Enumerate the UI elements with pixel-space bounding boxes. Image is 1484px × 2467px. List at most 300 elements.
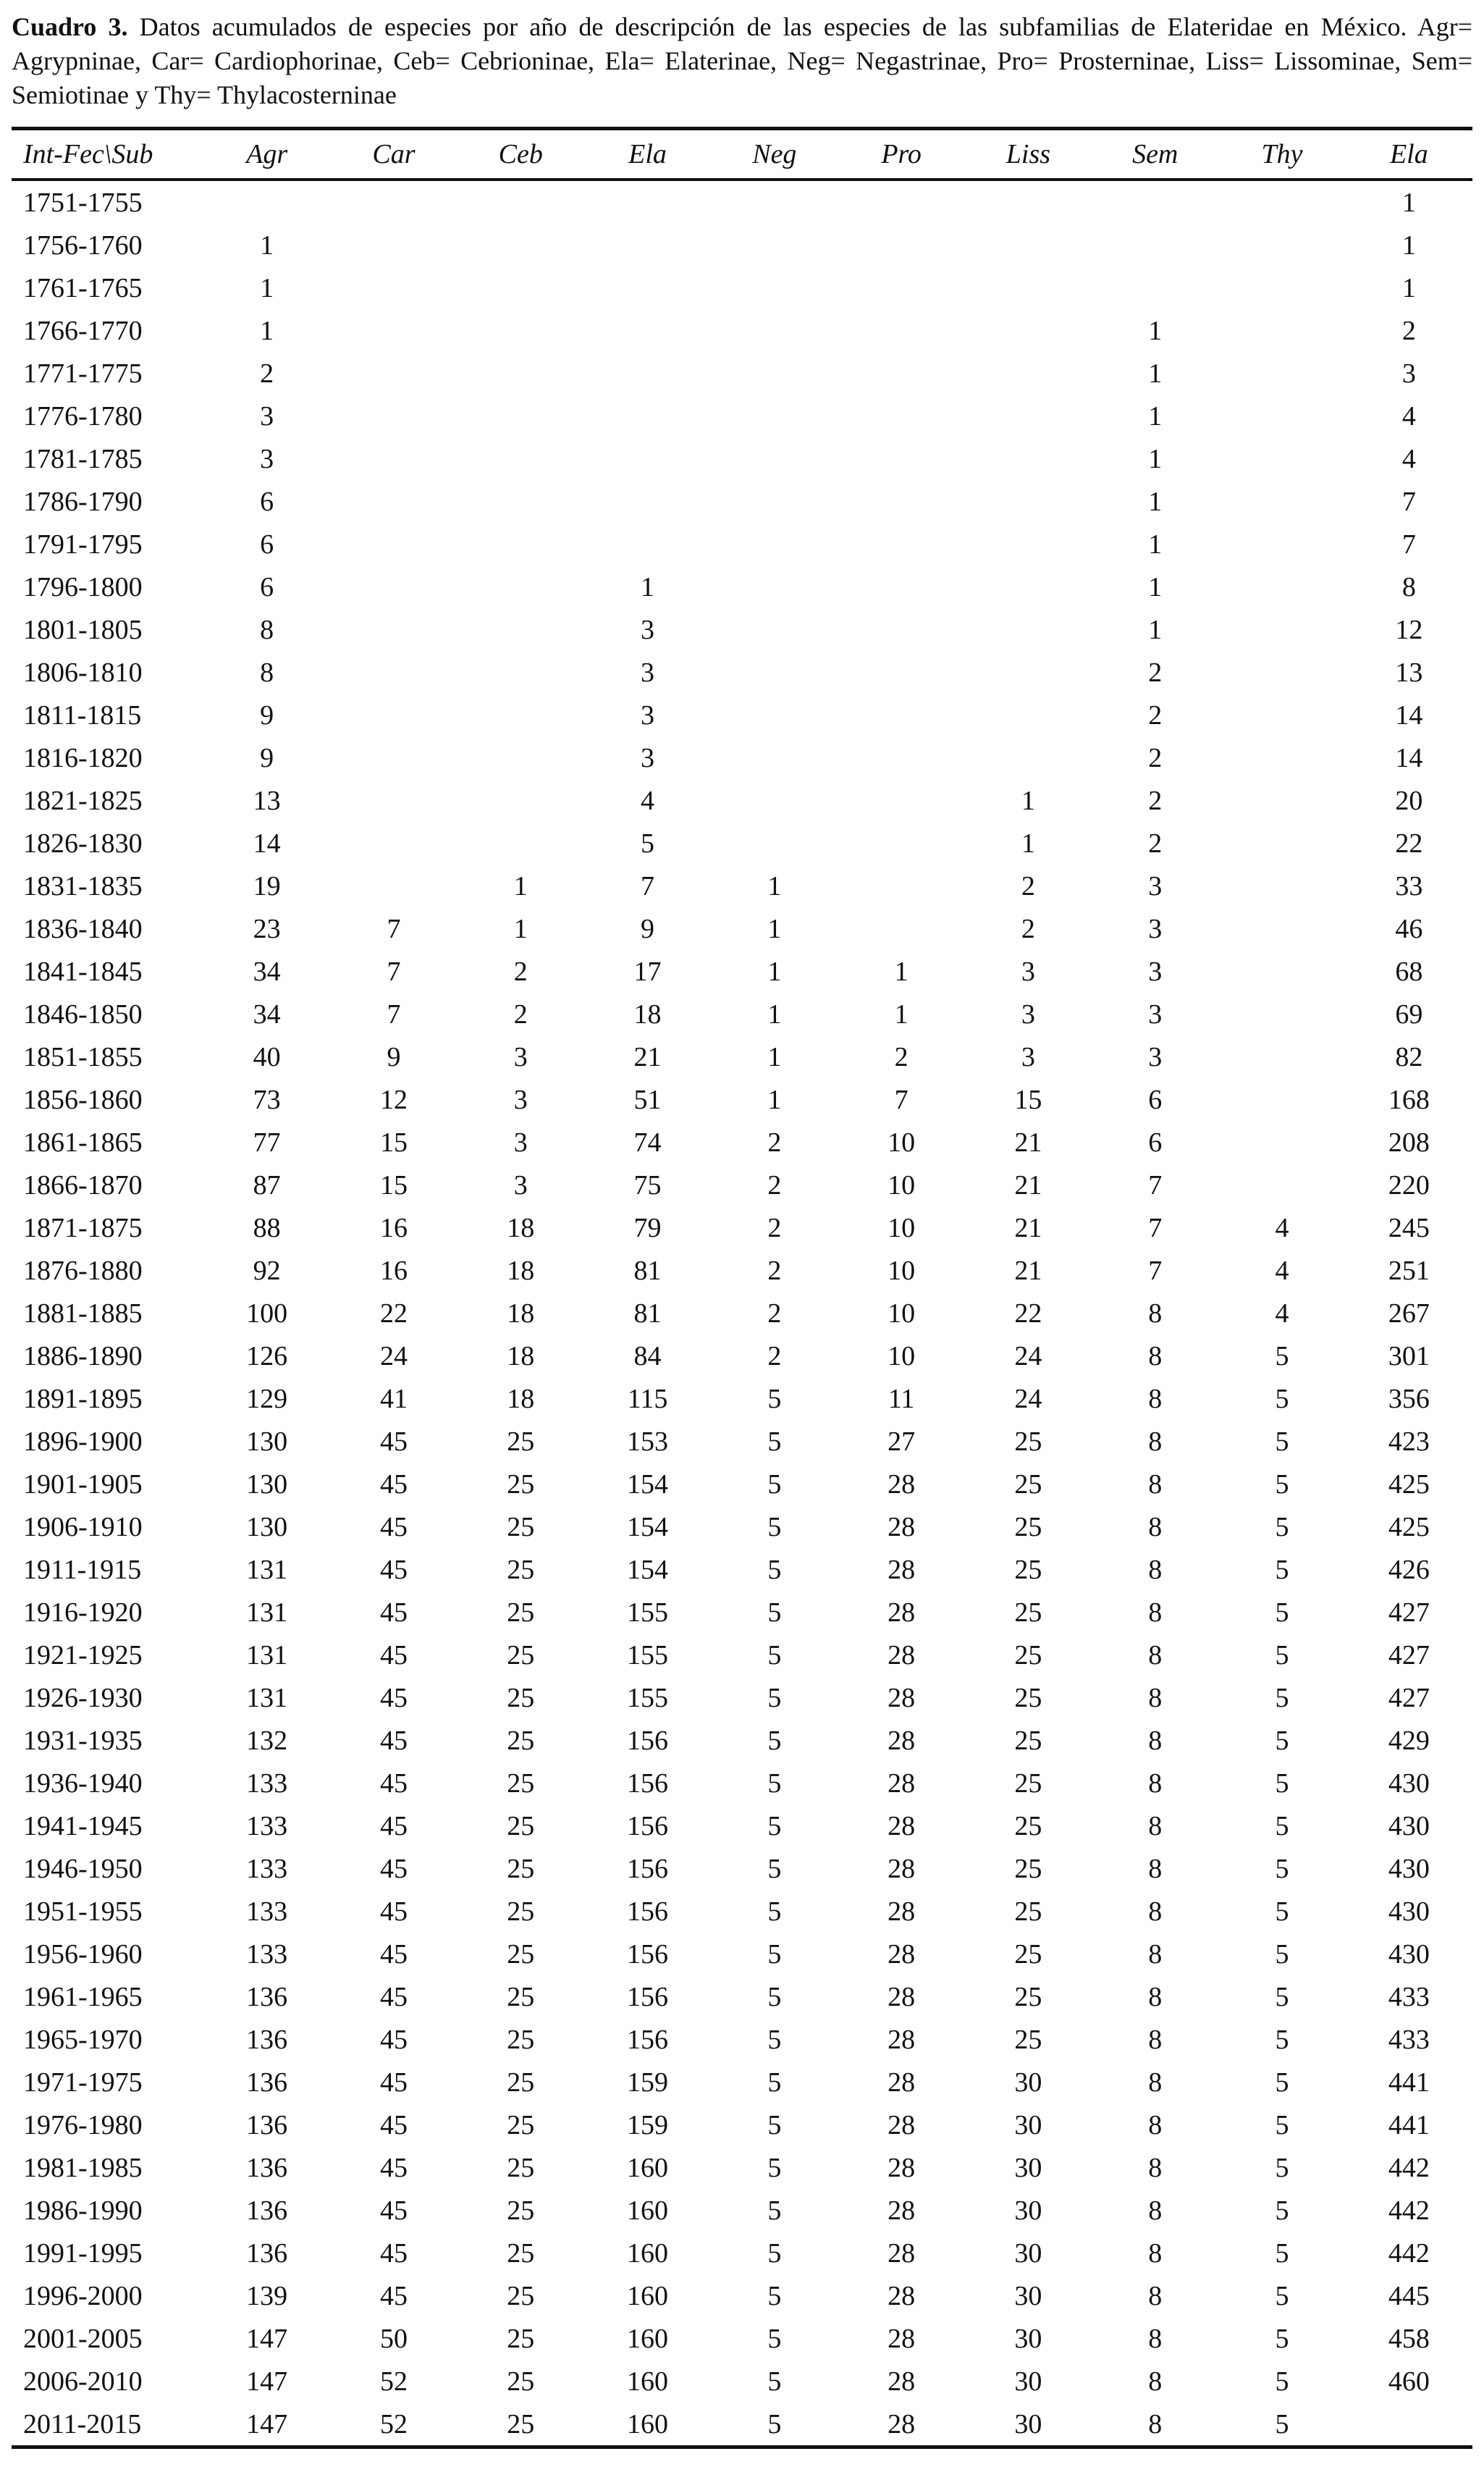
value-cell [711,566,838,608]
value-cell: 3 [1148,956,1163,987]
value-cell: 160 [627,2323,669,2354]
value-cell: 25 [1014,1639,1042,1670]
value-cell [584,352,711,395]
interval-cell: 1926-1930 [23,1682,143,1713]
value-cell [330,224,457,266]
value-cell: 136 [246,2152,288,2183]
column-header: Ceb [458,129,584,180]
value-cell [584,437,711,480]
value-cell: 5 [1275,1468,1289,1500]
value-cell: 52 [379,2408,408,2439]
table-row [12,1719,1472,1762]
value-cell [711,437,838,480]
interval-cell: 1791-1795 [23,529,143,560]
table-row [12,2061,1472,2104]
value-cell: 25 [1014,1426,1042,1457]
value-cell [1218,993,1345,1035]
value-cell: 430 [1388,1810,1430,1841]
value-cell: 21 [633,1041,662,1072]
value-cell: 25 [507,2366,535,2397]
value-cell: 5 [1275,2323,1289,2354]
value-cell: 25 [507,1511,535,1542]
value-cell [965,651,1092,694]
value-cell: 30 [1014,2195,1042,2226]
value-cell [584,266,711,309]
value-cell: 28 [888,1682,916,1713]
value-cell: 18 [507,1383,535,1414]
table-row [12,1420,1472,1463]
value-cell: 427 [1388,1597,1430,1628]
value-cell: 2 [1148,699,1163,731]
value-cell [458,694,584,736]
table-row [12,1933,1472,1975]
value-cell: 1 [767,999,782,1030]
value-cell: 52 [379,2366,408,2397]
value-cell: 18 [633,999,662,1030]
interval-cell: 1756-1760 [23,230,143,261]
value-cell: 2 [1148,785,1163,816]
value-cell: 9 [387,1041,401,1072]
value-cell: 5 [767,2408,782,2439]
value-cell [965,523,1092,566]
value-cell: 77 [253,1127,281,1158]
interval-cell: 1891-1895 [23,1383,143,1414]
value-cell: 28 [888,1938,916,1970]
table-row [12,822,1472,865]
value-cell: 5 [767,2366,782,2397]
value-cell: 126 [246,1340,288,1371]
interval-cell: 1801-1805 [23,614,143,645]
value-cell [330,437,457,480]
value-cell: 25 [507,2152,535,2183]
value-cell: 45 [379,1468,408,1500]
value-cell [1218,266,1345,309]
value-cell [1218,395,1345,437]
value-cell: 50 [379,2323,408,2354]
value-cell: 442 [1388,2237,1430,2269]
value-cell: 5 [1275,1853,1289,1884]
value-cell: 5 [767,1468,782,1500]
value-cell: 25 [1014,2024,1042,2055]
table-row [12,352,1472,395]
value-cell: 136 [246,2109,288,2140]
value-cell: 5 [767,1383,782,1414]
value-cell: 25 [1014,1682,1042,1713]
value-cell: 8 [1148,2323,1163,2354]
table-row [12,523,1472,566]
value-cell: 133 [246,1938,288,1970]
value-cell: 155 [627,1682,669,1713]
value-cell [1218,950,1345,993]
value-cell: 3 [1148,1041,1163,1072]
value-cell: 25 [1014,1853,1042,1884]
value-cell [965,395,1092,437]
value-cell: 2 [767,1255,782,1286]
value-cell: 4 [1275,1298,1289,1329]
column-header: Pro [838,129,964,180]
value-cell: 5 [1275,2366,1289,2397]
table-row [12,2317,1472,2360]
value-cell: 18 [507,1298,535,1329]
interval-cell: 1776-1780 [23,400,143,432]
value-cell [1218,608,1345,651]
interval-cell: 1936-1940 [23,1768,143,1799]
value-cell: 75 [633,1169,662,1201]
value-cell [584,395,711,437]
interval-cell: 1876-1880 [23,1255,143,1286]
value-cell: 5 [1275,2237,1289,2269]
value-cell: 8 [1148,2366,1163,2397]
value-cell: 45 [379,1768,408,1799]
value-cell [330,779,457,822]
value-cell: 10 [888,1255,916,1286]
table-row [12,2018,1472,2061]
value-cell: 136 [246,2067,288,2098]
value-cell: 130 [246,1468,288,1500]
interval-cell: 1871-1875 [23,1212,143,1243]
table-row [12,1035,1472,1078]
value-cell: 28 [888,1810,916,1841]
interval-cell: 1996-2000 [23,2280,143,2311]
value-cell: 160 [627,2280,669,2311]
interval-cell: 1851-1855 [23,1041,143,1072]
column-header: Sem [1092,129,1218,180]
value-cell: 153 [627,1426,669,1457]
value-cell: 5 [767,2067,782,2098]
value-cell: 3 [513,1169,528,1201]
value-cell [711,694,838,736]
caption-label: Cuadro 3. [12,12,128,41]
value-cell: 8 [1148,1554,1163,1585]
value-cell: 2 [767,1169,782,1201]
value-cell: 8 [1148,1938,1163,1970]
value-cell: 8 [1148,1383,1163,1414]
value-cell [1218,736,1345,779]
value-cell [1346,2403,1472,2447]
value-cell: 18 [507,1255,535,1286]
interval-cell: 2011-2015 [23,2408,142,2439]
table-row [12,1206,1472,1249]
value-cell: 23 [253,913,281,944]
column-header: Agr [203,129,330,180]
value-cell: 73 [253,1084,281,1115]
value-cell: 3 [1148,999,1163,1030]
value-cell [458,395,584,437]
value-cell: 147 [246,2408,288,2439]
value-cell: 5 [1275,1768,1289,1799]
value-cell: 2 [1021,870,1035,902]
value-cell: 9 [260,699,274,731]
value-cell: 16 [379,1255,408,1286]
value-cell [458,480,584,523]
table-row [12,1463,1472,1505]
interval-cell: 1901-1905 [23,1468,143,1500]
table-row [12,1634,1472,1676]
value-cell: 442 [1388,2152,1430,2183]
value-cell [330,523,457,566]
value-cell: 6 [260,486,274,517]
value-cell: 20 [1395,785,1423,816]
value-cell: 82 [1395,1041,1423,1072]
value-cell: 28 [888,1853,916,1884]
table-row [12,1890,1472,1933]
value-cell: 147 [246,2323,288,2354]
interval-cell: 1976-1980 [23,2109,143,2140]
value-cell: 445 [1388,2280,1430,2311]
value-cell: 1 [1148,358,1163,389]
value-cell: 4 [1275,1212,1289,1243]
value-cell: 4 [1275,1255,1289,1286]
value-cell: 156 [627,1896,669,1927]
value-cell [1218,1121,1345,1164]
value-cell: 7 [1148,1255,1163,1286]
column-header: Thy [1218,129,1345,180]
value-cell: 45 [379,2280,408,2311]
value-cell: 131 [246,1682,288,1713]
value-cell: 3 [513,1127,528,1158]
value-cell: 208 [1388,1127,1430,1158]
value-cell: 45 [379,1981,408,2012]
value-cell: 25 [1014,1896,1042,1927]
value-cell: 25 [507,1768,535,1799]
value-cell: 12 [1395,614,1423,645]
table-row [12,1377,1472,1420]
value-cell [965,309,1092,352]
value-cell: 5 [1275,1511,1289,1542]
value-cell: 3 [1148,913,1163,944]
value-cell: 5 [1275,1725,1289,1756]
value-cell: 2 [767,1212,782,1243]
interval-cell: 1831-1835 [23,870,143,902]
interval-cell: 1965-1970 [23,2024,143,2055]
value-cell: 429 [1388,1725,1430,1756]
value-cell: 27 [888,1426,916,1457]
value-cell: 356 [1388,1383,1430,1414]
value-cell: 45 [379,1853,408,1884]
value-cell: 8 [1148,1298,1163,1329]
value-cell: 28 [888,1981,916,2012]
value-cell: 28 [888,2366,916,2397]
value-cell: 430 [1388,1768,1430,1799]
table-row [12,736,1472,779]
value-cell [1092,180,1218,224]
value-cell [1218,480,1345,523]
value-cell: 28 [888,2323,916,2354]
value-cell: 25 [507,1468,535,1500]
value-cell: 25 [507,1853,535,1884]
value-cell [965,566,1092,608]
value-cell: 5 [767,2152,782,2183]
value-cell: 5 [1275,1639,1289,1670]
value-cell: 8 [1148,1853,1163,1884]
value-cell: 5 [767,2024,782,2055]
value-cell [711,395,838,437]
value-cell: 25 [507,1426,535,1457]
value-cell: 25 [507,1896,535,1927]
value-cell: 1 [767,1084,782,1115]
value-cell: 5 [767,1938,782,1970]
value-cell [1218,865,1345,907]
value-cell: 5 [767,1511,782,1542]
value-cell: 3 [1021,1041,1035,1072]
value-cell: 6 [260,529,274,560]
value-cell: 28 [888,1511,916,1542]
value-cell: 45 [379,1896,408,1927]
value-cell: 10 [888,1169,916,1201]
value-cell [330,865,457,907]
value-cell: 8 [1148,1768,1163,1799]
value-cell [1218,651,1345,694]
interval-cell: 2001-2005 [23,2323,143,2354]
value-cell: 25 [1014,1554,1042,1585]
value-cell [330,352,457,395]
value-cell [458,180,584,224]
value-cell: 4 [1401,443,1416,474]
value-cell: 18 [507,1212,535,1243]
value-cell: 1 [641,571,655,602]
value-cell: 154 [627,1468,669,1500]
interval-cell: 1911-1915 [23,1554,142,1585]
value-cell: 156 [627,1853,669,1884]
value-cell: 5 [767,1810,782,1841]
value-cell [711,309,838,352]
value-cell: 155 [627,1597,669,1628]
value-cell: 2 [894,1041,908,1072]
interval-cell: 2006-2010 [23,2366,143,2397]
interval-cell: 1946-1950 [23,1853,143,1884]
table-row [12,2189,1472,2232]
value-cell [838,266,964,309]
value-cell: 156 [627,1810,669,1841]
value-cell [965,437,1092,480]
value-cell: 5 [1275,1426,1289,1457]
value-cell [1092,224,1218,266]
value-cell: 45 [379,1511,408,1542]
value-cell: 8 [1148,1511,1163,1542]
value-cell [838,523,964,566]
value-cell [965,480,1092,523]
value-cell [330,566,457,608]
value-cell: 8 [1148,1682,1163,1713]
value-cell: 24 [1014,1340,1042,1371]
value-cell [965,736,1092,779]
value-cell: 8 [1148,2152,1163,2183]
interval-cell: 1886-1890 [23,1340,143,1371]
value-cell [711,779,838,822]
value-cell: 460 [1388,2366,1430,2397]
value-cell: 5 [1275,2195,1289,2226]
table-row [12,1164,1472,1206]
value-cell [838,651,964,694]
table-row [12,2146,1472,2189]
table-row [12,2360,1472,2403]
value-cell: 3 [641,742,655,773]
table-row [12,1548,1472,1591]
interval-cell: 1861-1865 [23,1127,143,1158]
interval-cell: 1866-1870 [23,1169,143,1201]
value-cell: 5 [767,2323,782,2354]
value-cell: 136 [246,1981,288,2012]
value-cell [838,608,964,651]
value-cell [965,224,1092,266]
value-cell: 45 [379,1554,408,1585]
value-cell: 30 [1014,2109,1042,2140]
value-cell: 433 [1388,1981,1430,2012]
value-cell: 14 [1395,699,1423,731]
value-cell: 9 [641,913,655,944]
value-cell: 1 [1148,400,1163,432]
value-cell: 28 [888,2408,916,2439]
value-cell: 18 [507,1340,535,1371]
caption-text: Datos acumulados de especies por año de descripción de las especies de las subfamilias de Elateridae en México. Agr= Agrypninae, Car= Cardiophorinae, Ceb= Cebrioninae, Ela= Elaterinae, Neg= Negastrinae, Pro= Prosterninae, Liss= Lissominae, Sem= Semiotinae y Thy= Thylacosterninae [12,12,1472,109]
interval-cell: 1811-1815 [23,699,142,731]
value-cell: 25 [1014,1768,1042,1799]
value-cell [203,180,330,224]
value-cell: 6 [1148,1084,1163,1115]
value-cell: 1 [1148,443,1163,474]
value-cell: 5 [767,2109,782,2140]
value-cell [330,651,457,694]
value-cell: 251 [1388,1255,1430,1286]
value-cell [711,651,838,694]
value-cell: 5 [767,1682,782,1713]
table-row [12,1975,1472,2018]
value-cell: 41 [379,1383,408,1414]
value-cell: 6 [1148,1127,1163,1158]
value-cell [965,180,1092,224]
value-cell: 30 [1014,2366,1042,2397]
value-cell [1218,523,1345,566]
value-cell: 5 [767,1554,782,1585]
value-cell: 21 [1014,1127,1042,1158]
value-cell: 3 [641,614,655,645]
value-cell [838,352,964,395]
interval-cell: 1821-1825 [23,785,143,816]
value-cell: 15 [379,1127,408,1158]
value-cell: 301 [1388,1340,1430,1371]
value-cell: 2 [767,1127,782,1158]
value-cell: 10 [888,1298,916,1329]
value-cell: 21 [1014,1212,1042,1243]
value-cell [838,309,964,352]
value-cell: 8 [1148,1340,1163,1371]
value-cell [1218,437,1345,480]
value-cell: 159 [627,2067,669,2098]
value-cell: 3 [513,1041,528,1072]
value-cell: 79 [633,1212,662,1243]
value-cell: 28 [888,2195,916,2226]
value-cell: 45 [379,2237,408,2269]
value-cell: 25 [507,1682,535,1713]
species-accumulation-table [12,127,1472,2449]
value-cell [965,266,1092,309]
value-cell [838,437,964,480]
value-cell: 45 [379,2195,408,2226]
value-cell: 45 [379,1725,408,1756]
table-caption [12,10,1472,112]
value-cell: 5 [1275,1938,1289,1970]
value-cell: 45 [379,1426,408,1457]
value-cell: 131 [246,1597,288,1628]
value-cell [458,608,584,651]
value-cell [330,266,457,309]
value-cell [458,566,584,608]
interval-cell: 1906-1910 [23,1511,143,1542]
value-cell: 30 [1014,2067,1042,2098]
value-cell: 8 [260,614,274,645]
value-cell [1218,907,1345,950]
interval-cell: 1941-1945 [23,1810,143,1841]
